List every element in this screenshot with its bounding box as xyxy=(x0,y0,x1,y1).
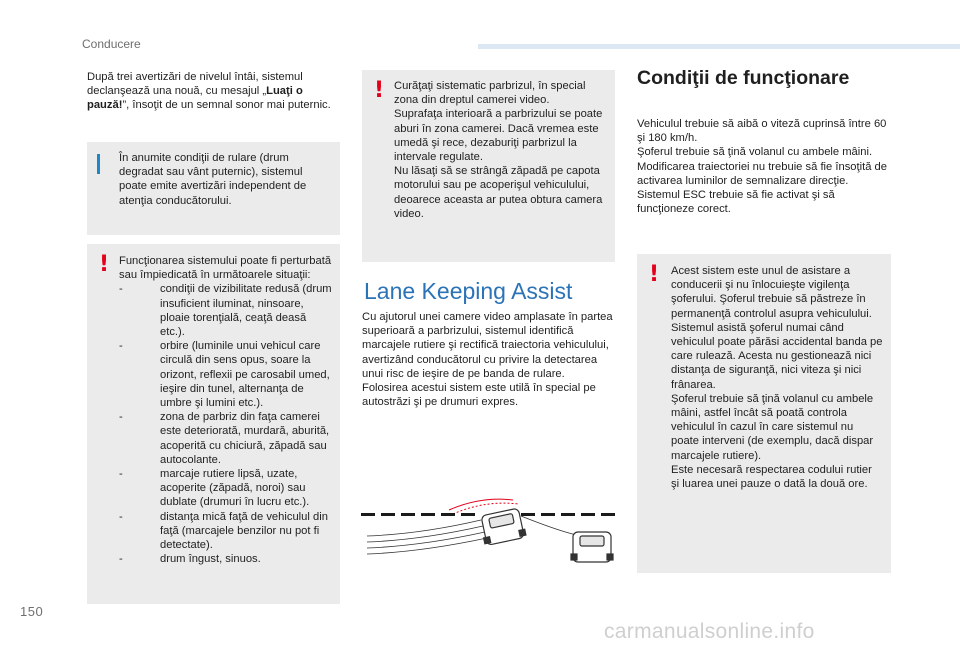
intro-text-1: După trei avertizări de nivelul întâi, sistemul xyxy=(87,71,303,83)
limitations-list xyxy=(119,282,332,566)
warning-icon: ! xyxy=(98,252,110,277)
conditions-description: Vehiculul trebuie să aibă o viteză cuprinsă între 60 şi 180 km/h. Şoferul trebuie să ţină volanul cu ambele mâini. Modificarea traiectoriei nu trebuie să fie însoţită de activarea luminilor de semnalizare direcţie. Sistemul ESC trebuie să fie activat şi să funcţioneze corect. xyxy=(637,118,887,216)
warning-box-limitations xyxy=(87,244,340,604)
warning-box-assist xyxy=(637,254,891,573)
limitations-intro: Funcţionarea sistemului poate fi perturbată sau împiedicată în următoarele situaţii: xyxy=(119,255,332,282)
car-corrected xyxy=(571,532,613,562)
lka-description: Cu ajutorul unei camere video amplasate în partea superioară a parbrizului, sistemul identifică marcajele rutiere şi rectifică traiectoria vehiculului, avertizând conducătorul cu privire la detectarea unui risc de ieşire de pe banda de rulare. Folosirea acestui sistem este utilă în special pe autostrăzi şi pe drumuri expres. xyxy=(362,311,613,409)
list-item: - marcaje rutiere lipsă, uzate, acoperite (zăpadă, noroi) sau dublate (drumuri în lucru etc.). xyxy=(119,468,310,509)
warning-icon: ! xyxy=(373,78,385,103)
trajectory-lines xyxy=(367,516,581,554)
watermark: carmanualsonline.info xyxy=(604,620,815,643)
windshield-text: Curăţaţi sistematic parbrizul, în special zona din dreptul camerei video. Suprafaţa interioară a parbrizului se poate aburi în zona camerei. Dacă vremea este umedă şi rece, dezaburiţi parbrizul la intervale regulate. Nu lăsaţi să se strângă zăpadă pe capota motorului sau pe acoperişul vehiculului, deoarece aceasta ar putea obtura camera video. xyxy=(394,80,603,220)
pause-message: Luaţi o pauză! xyxy=(87,85,303,112)
list-item: - drum îngust, sinuos. xyxy=(119,553,261,566)
info-text: În anumite condiţii de rulare (drum degradat sau vânt puternic), sistemul poate emite avertizări independent de atenţia conducătorului. xyxy=(119,152,307,207)
section-title-conditions: Condiţii de funcţionare xyxy=(637,67,850,89)
intro-text-2: declanşează una nouă, cu mesajul „ xyxy=(87,85,267,98)
list-item: - distanţa mică faţă de vehiculul din faţă (marcajele benzilor nu pot fi detectate). xyxy=(119,510,328,552)
assist-text: Acest sistem este unul de asistare a conducerii şi nu înlocuieşte vigilenţa şoferului. Şoferul trebuie să păstreze în permanenţă controlul asupra vehiculului. Sistemul asistă şoferul numai când vehiculul poate părăsi accidental banda pe care rulează. Acesta nu gestionează nici distanţa de siguranţă, nici viteza şi nici frânarea. Şoferul trebuie să ţină volanul cu ambele mâini, astfel încât să poată controla vehiculul în cazul în care sistemul nu poate interveni (de exemplu, dacă dispar marcajele rutiere). Este necesară respectarea codului rutier şi luarea unei pauze o dată la două ore. xyxy=(671,265,883,491)
intro-text-3: ”, însoţit de un semnal sonor mai puternic. xyxy=(122,99,331,112)
intro-paragraph xyxy=(87,70,337,113)
list-item: - orbire (luminile unui vehicul care circulă din sens opus, soare la orizont, reflexii pe carosabil umed, ieşire din tunel, alternanţa de umbre şi lumini etc.). xyxy=(119,340,330,410)
page-number: 150 xyxy=(20,604,44,619)
info-box xyxy=(87,142,340,235)
warning-box-windshield xyxy=(362,70,615,262)
section-title-lka: Lane Keeping Assist xyxy=(364,278,573,304)
list-item: - condiţii de vizibilitate redusă (drum insuficient iluminat, ninsoare, ploaie torenţială, ceaţă deasă etc.). xyxy=(119,283,332,339)
car-lane-correction-illustration xyxy=(361,492,617,572)
section-label: Conducere xyxy=(82,37,141,51)
warning-icon: ! xyxy=(648,262,660,287)
list-item: - zona de parbriz din faţa camerei este deteriorată, murdară, aburită, acoperită cu chiciură, zăpadă sau autocolante. xyxy=(119,411,330,466)
header-bar xyxy=(478,44,960,49)
car-drifting xyxy=(479,508,526,546)
info-icon xyxy=(97,154,100,174)
